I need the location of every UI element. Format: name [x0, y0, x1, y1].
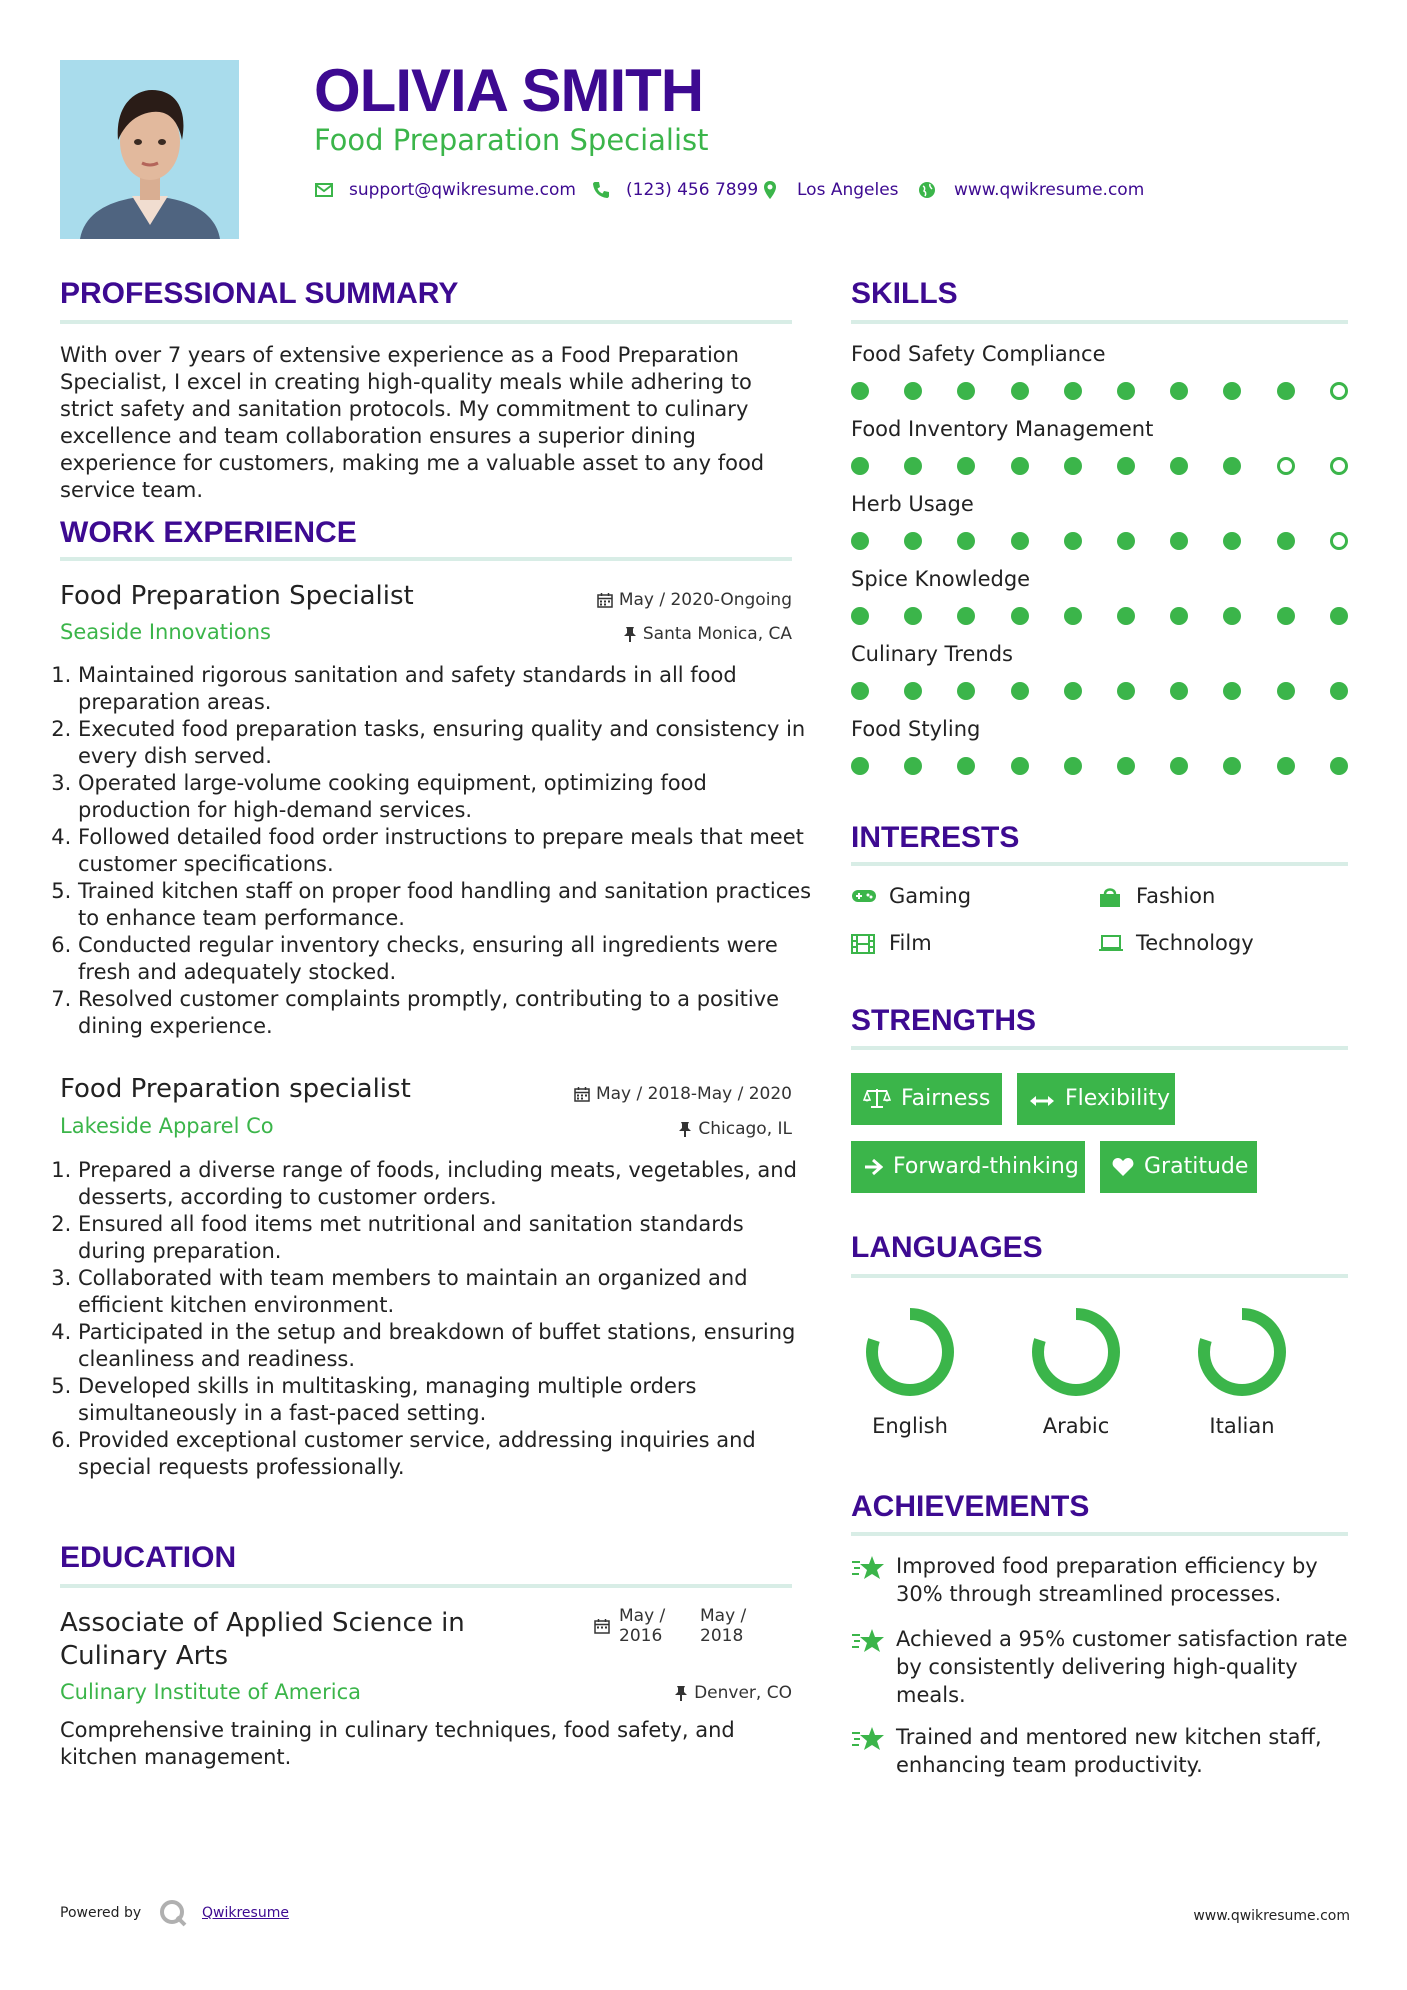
- languages-heading: LANGUAGES: [851, 1231, 1043, 1264]
- rating-dot-filled: [1064, 457, 1082, 475]
- rating-dot-filled: [957, 382, 975, 400]
- rating-dot-filled: [904, 532, 922, 550]
- rating-dot-filled: [1117, 382, 1135, 400]
- balance-scale-icon: [863, 1087, 891, 1109]
- degree-title: Associate of Applied Science in Culinary Arts: [60, 1608, 465, 1671]
- language-name: Arabic: [1042, 1414, 1110, 1438]
- rating-dot-filled: [1170, 532, 1188, 550]
- rating-dot-empty: [1277, 457, 1295, 475]
- pushpin-icon: [678, 1121, 692, 1137]
- rating-dot-filled: [1223, 532, 1241, 550]
- list-item: 6. Conducted regular inventory checks, ensuring all ingredients were fresh and adequately stocked.: [78, 932, 813, 986]
- rating-dot-filled: [851, 682, 869, 700]
- achievements-divider: [851, 1532, 1348, 1536]
- list-item: 5. Developed skills in multitasking, managing multiple orders simultaneously in a fast-paced setting.: [78, 1373, 813, 1427]
- rating-dot-filled: [1064, 757, 1082, 775]
- rating-dot-filled: [1011, 682, 1029, 700]
- skill-rating: [851, 682, 1349, 702]
- rating-dot-empty: [1330, 457, 1348, 475]
- list-item: 1. Prepared a diverse range of foods, including meats, vegetables, and desserts, according to customer orders.: [78, 1157, 813, 1211]
- list-item: 4. Followed detailed food order instructions to prepare meals that meet customer specifications.: [78, 824, 813, 878]
- rating-dot-filled: [1223, 382, 1241, 400]
- rating-dot-filled: [851, 457, 869, 475]
- star-icon: [851, 1554, 885, 1582]
- star-icon: [851, 1725, 885, 1753]
- rating-dot-filled: [851, 757, 869, 775]
- strengths-divider: [851, 1046, 1348, 1050]
- rating-dot-filled: [1330, 757, 1348, 775]
- language-item: [1026, 1302, 1126, 1440]
- rating-dot-filled: [957, 607, 975, 625]
- rating-dot-filled: [904, 382, 922, 400]
- skills-divider: [851, 320, 1348, 324]
- shopping-bag-icon: [1098, 886, 1122, 908]
- strengths-heading: STRENGTHS: [851, 1004, 1037, 1037]
- skill-rating: [851, 607, 1349, 627]
- rating-dot-filled: [1170, 682, 1188, 700]
- rating-dot-filled: [1277, 532, 1295, 550]
- education-description: Comprehensive training in culinary techniques, food safety, and kitchen management.: [60, 1718, 735, 1769]
- interests-divider: [851, 862, 1348, 866]
- strength-chip-forward-thinking: Forward-thinking: [851, 1141, 1085, 1193]
- rating-dot-filled: [1117, 457, 1135, 475]
- rating-dot-filled: [1064, 607, 1082, 625]
- strength-chip-gratitude: Gratitude: [1100, 1141, 1257, 1193]
- education-divider: [60, 1584, 792, 1588]
- pushpin-icon: [623, 626, 637, 642]
- pushpin-icon: [674, 1685, 688, 1701]
- star-icon: [851, 1627, 885, 1655]
- candidate-name: OLIVIA SMITH: [314, 57, 704, 124]
- phone-icon: [591, 180, 611, 200]
- achievements-heading: ACHIEVEMENTS: [851, 1490, 1090, 1523]
- rating-dot-filled: [851, 382, 869, 400]
- rating-dot-filled: [1011, 457, 1029, 475]
- skill-rating: [851, 757, 1349, 777]
- map-marker-icon: [760, 180, 780, 200]
- rating-dot-filled: [957, 532, 975, 550]
- job-location: Santa Monica, CA: [623, 623, 792, 645]
- envelope-icon: [314, 180, 334, 200]
- rating-dot-filled: [851, 607, 869, 625]
- rating-dot-filled: [1170, 457, 1188, 475]
- skill-rating: [851, 382, 1349, 402]
- language-name: Italian: [1209, 1414, 1275, 1438]
- skill-name: Herb Usage: [851, 492, 974, 516]
- school-name: Culinary Institute of America: [60, 1680, 361, 1704]
- company-name: Seaside Innovations: [60, 620, 271, 644]
- calendar-icon: [574, 1086, 590, 1102]
- contact-location: Los Angeles: [797, 180, 899, 200]
- list-item: 1. Maintained rigorous sanitation and safety standards in all food preparation areas.: [78, 662, 813, 716]
- rating-dot-filled: [1117, 532, 1135, 550]
- list-item: 2. Ensured all food items met nutritional and sanitation standards during preparation.: [78, 1211, 813, 1265]
- rating-dot-filled: [1170, 382, 1188, 400]
- skill-rating: [851, 532, 1349, 552]
- globe-icon: [917, 180, 937, 200]
- job-title: Food Preparation specialist: [60, 1074, 411, 1104]
- language-progress-ring: [1192, 1302, 1292, 1402]
- rating-dot-filled: [1117, 757, 1135, 775]
- rating-dot-empty: [1330, 532, 1348, 550]
- rating-dot-filled: [1117, 607, 1135, 625]
- resume-page: OLIVIA SMITH Food Preparation Specialist support@qwikresume.com (123) 456 7899 Los Angeles www.qwikresume.com PROFESSIONAL SUMMARY With over 7 years of extensive experience as a Food Preparation Specialist, I excel in creating high-quality meals while adhering to strict safety and sanitation protocols. My commitment to culinary excellence and team collaboration ensures a superior dining experience for customers, making me a valuable asset to any food service team. WORK EXPERIENCE Food Preparation Specialist May / 2020-Ongoing Seaside Innovations Santa Monica, CA 1. Maintained rigorous sanitation and safety standards in all food preparation areas. 2. Executed food preparation tasks, ensuring quality and consistency in every dish served. 3. Operated large-volume cooking equipment, optimizing food production for high-demand services. 4. Followed detailed food order instructions to prepare meals that meet customer specifications. 5. Trained kitchen staff on proper food handling and sanitation practices to enhance team performance. 6. Conducted regular inventory checks, ensuring all ingredients were fresh and adequately stocked. 7. Resolved customer complaints promptly, contributing to a positive dining experience. Food Preparation specialist May / 2018-May / 2020 Lakeside Apparel Co Chicago, IL 1. Prepared a diverse range of foods, including meats, vegetables, and desserts, according to customer orders. 2. Ensured all food items met nutritional and sanitation standards during preparation. 3. Collaborated with team members to maintain an organized and efficient kitchen environment. 4. Participated in the setup and breakdown of buffet stations, ensuring cleanliness and readiness. 5. Developed skills in multitasking, managing multiple orders simultaneously in a fast-paced setting. 6. Provided exceptional customer service, addressing inquiries and special requests professionally. EDUCATION Associate of Applied Science in Culinary Arts May / 2016 May / 2018 Culinary Institute of America Denver, CO Comprehensive training in culinary techniques, food safety, and kitchen management. SKILLS Food Safety Compliance Food Inventory Management Herb Usage Spice Knowledge Culinary Trends Food Styling INTERESTS Gaming Fashion Film Technology STRENGTHS Fairness Flexibility Forward-thinking Gratitude LANGUAGES English Arabic Italian ACHIEVEMENTS Improved food preparation efficiency by 30% through streamlined processes. Achieved a 95% customer satisfaction rate by consistently delivering high-quality meals. Trained and mentored new kitchen staff, enhancing team productivity. Powered by Qwikresume www.qwikresume.com: [0, 0, 1407, 1990]
- language-progress-ring: [860, 1302, 960, 1402]
- experience-divider: [60, 557, 792, 561]
- job-bullets: [60, 1157, 813, 1481]
- skill-name: Food Inventory Management: [851, 417, 1154, 441]
- job-location: Chicago, IL: [678, 1118, 792, 1140]
- rating-dot-filled: [904, 682, 922, 700]
- contact-email[interactable]: support@qwikresume.com: [349, 180, 576, 200]
- experience-heading: WORK EXPERIENCE: [60, 516, 357, 549]
- education-end-date: May / 2018: [700, 1606, 747, 1646]
- strength-chip-fairness: Fairness: [851, 1073, 1002, 1125]
- languages-divider: [851, 1274, 1348, 1278]
- rating-dot-filled: [904, 757, 922, 775]
- skill-name: Food Safety Compliance: [851, 342, 1106, 366]
- rating-dot-filled: [1277, 682, 1295, 700]
- list-item: 3. Collaborated with team members to maintain an organized and efficient kitchen environment.: [78, 1265, 813, 1319]
- list-item: 2. Executed food preparation tasks, ensuring quality and consistency in every dish served.: [78, 716, 813, 770]
- rating-dot-filled: [957, 757, 975, 775]
- rating-dot-filled: [1223, 457, 1241, 475]
- rating-dot-filled: [1223, 682, 1241, 700]
- rating-dot-filled: [1011, 382, 1029, 400]
- rating-dot-filled: [1223, 757, 1241, 775]
- language-item: [1192, 1302, 1292, 1440]
- calendar-icon: [594, 1618, 610, 1634]
- rating-dot-filled: [1330, 607, 1348, 625]
- qwikresume-logo-icon: [158, 1898, 188, 1928]
- language-progress-arc: [1204, 1314, 1280, 1390]
- list-item: 6. Provided exceptional customer service, addressing inquiries and special requests professionally.: [78, 1427, 813, 1481]
- rating-dot-empty: [1330, 382, 1348, 400]
- rating-dot-filled: [1064, 382, 1082, 400]
- list-item: 7. Resolved customer complaints promptly, contributing to a positive dining experience.: [78, 986, 813, 1040]
- job-title: Food Preparation Specialist: [60, 581, 414, 611]
- list-item: 3. Operated large-volume cooking equipment, optimizing food production for high-demand services.: [78, 770, 813, 824]
- rating-dot-filled: [1011, 607, 1029, 625]
- company-name: Lakeside Apparel Co: [60, 1114, 274, 1138]
- language-progress-ring: [1026, 1302, 1126, 1402]
- contact-phone[interactable]: (123) 456 7899: [626, 180, 759, 200]
- rating-dot-filled: [1170, 757, 1188, 775]
- rating-dot-filled: [957, 682, 975, 700]
- education-location: Denver, CO: [674, 1682, 792, 1704]
- summary-divider: [60, 320, 792, 324]
- skill-name: Culinary Trends: [851, 642, 1013, 666]
- heart-icon: [1112, 1157, 1134, 1177]
- skills-heading: SKILLS: [851, 277, 958, 310]
- contact-website[interactable]: www.qwikresume.com: [954, 180, 1145, 200]
- candidate-title: Food Preparation Specialist: [314, 123, 709, 157]
- education-start-date: May / 2016: [619, 1606, 666, 1646]
- rating-dot-filled: [1170, 607, 1188, 625]
- education-heading: EDUCATION: [60, 1541, 237, 1574]
- rating-dot-filled: [1277, 607, 1295, 625]
- rating-dot-filled: [904, 457, 922, 475]
- arrows-horizontal-icon: [1029, 1093, 1055, 1109]
- rating-dot-filled: [1117, 682, 1135, 700]
- skill-rating: [851, 457, 1349, 477]
- list-item: 5. Trained kitchen staff on proper food handling and sanitation practices to enhance team performance.: [78, 878, 813, 932]
- rating-dot-filled: [1064, 682, 1082, 700]
- rating-dot-filled: [1223, 607, 1241, 625]
- strength-chip-flexibility: Flexibility: [1017, 1073, 1175, 1125]
- film-icon: [851, 933, 875, 955]
- arrow-right-icon: [863, 1157, 883, 1177]
- rating-dot-filled: [1277, 382, 1295, 400]
- job-date: May / 2018-May / 2020: [574, 1083, 792, 1105]
- laptop-icon: [1098, 933, 1124, 953]
- rating-dot-filled: [1330, 682, 1348, 700]
- rating-dot-filled: [1011, 757, 1029, 775]
- language-progress-arc: [872, 1314, 948, 1390]
- list-item: 4. Participated in the setup and breakdown of buffet stations, ensuring cleanliness and readiness.: [78, 1319, 813, 1373]
- calendar-icon: [597, 592, 613, 608]
- summary-heading: PROFESSIONAL SUMMARY: [60, 277, 459, 310]
- rating-dot-filled: [1064, 532, 1082, 550]
- job-bullets: [60, 662, 813, 1040]
- footer-website[interactable]: www.qwikresume.com: [1193, 1908, 1350, 1924]
- job-date: May / 2020-Ongoing: [597, 589, 792, 611]
- skill-name: Food Styling: [851, 717, 981, 741]
- rating-dot-filled: [1277, 757, 1295, 775]
- language-progress-arc: [1038, 1314, 1114, 1390]
- footer-powered-by: Powered by: [60, 1905, 142, 1921]
- rating-dot-filled: [904, 607, 922, 625]
- interests-heading: INTERESTS: [851, 821, 1020, 854]
- rating-dot-filled: [1011, 532, 1029, 550]
- gamepad-icon: [851, 886, 877, 906]
- footer-brand-link[interactable]: Qwikresume: [202, 1905, 289, 1921]
- language-name: English: [872, 1414, 948, 1438]
- profile-photo: [60, 60, 239, 239]
- language-item: [860, 1302, 960, 1440]
- rating-dot-filled: [851, 532, 869, 550]
- summary-text: With over 7 years of extensive experience as a Food Preparation Specialist, I excel in creating high-quality meals while adhering to strict safety and sanitation protocols. My commitment to culinary excellence and team collaboration ensures a superior dining experience for customers, making me a valuable asset to any food service team.: [60, 343, 765, 502]
- skill-name: Spice Knowledge: [851, 567, 1031, 591]
- rating-dot-filled: [957, 457, 975, 475]
